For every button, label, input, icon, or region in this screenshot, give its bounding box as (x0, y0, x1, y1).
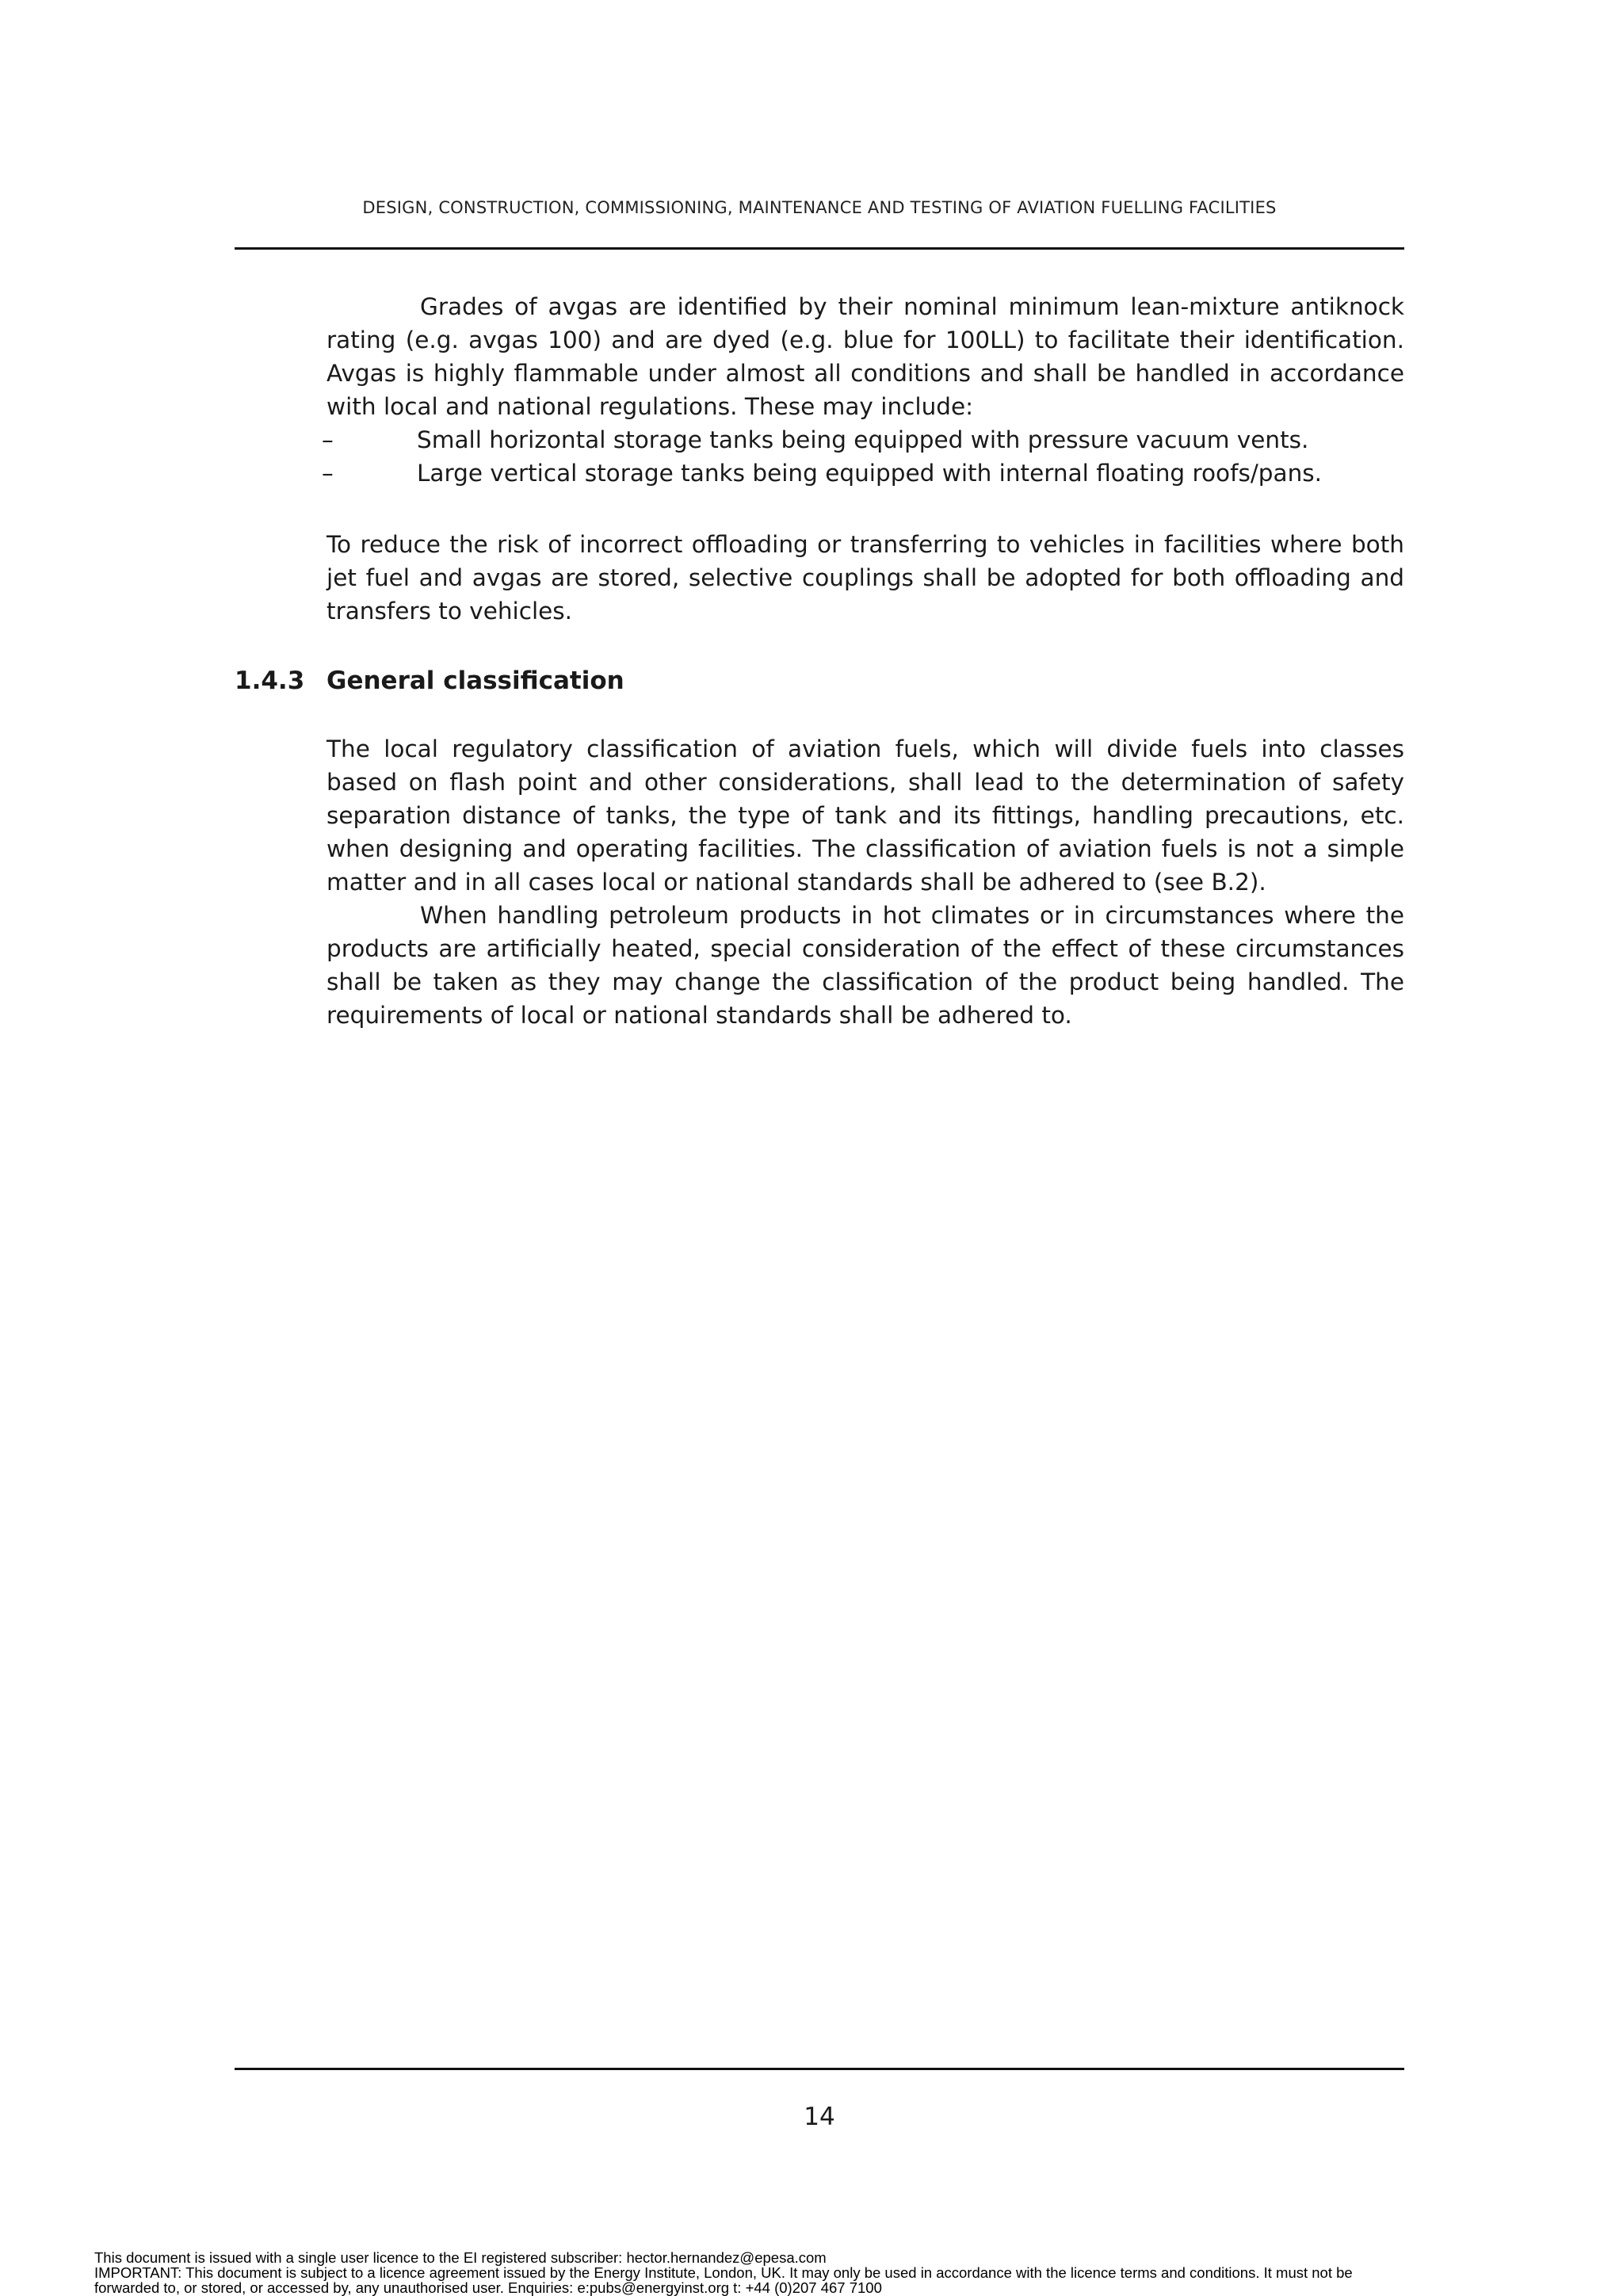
page-number: 14 (804, 2103, 835, 2131)
list-item (322, 423, 1404, 457)
list-item-text: Large vertical storage tanks being equipped with internal floating roofs/pans. (417, 460, 1323, 487)
selective-couplings-block (327, 528, 1404, 628)
section-title: General classification (327, 667, 624, 695)
avgas-intro-block (322, 290, 1404, 490)
list-item-text: Small horizontal storage tanks being equipped with pressure vacuum vents. (417, 426, 1309, 453)
running-header: DESIGN, CONSTRUCTION, COMMISSIONING, MAINTENANCE AND TESTING OF AVIATION FUELLING FACILITIES (362, 198, 1277, 217)
dash-marker: – (322, 460, 334, 487)
licence-notice (94, 2250, 1600, 2295)
classification-block (327, 732, 1404, 1032)
section-heading (235, 664, 624, 697)
list-item (322, 457, 1404, 490)
footer-rule (235, 2068, 1404, 2070)
selective-couplings-paragraph: To reduce the risk of incorrect offloading or transferring to vehicles in facilities where both jet fuel and avgas are stored, selective couplings shall be adopted for both offloading and transfers to vehicles. (327, 531, 1404, 625)
classification-paragraph: The local regulatory classification of aviation fuels, which will divide fuels into classes based on flash point and other considerations, shall lead to the determination of safety separation distance of tanks, the type of tank and its fittings, handling precautions, etc. when designing and operating facilities. The classification of aviation fuels is not a simple matter and in all cases local or national standards shall be adhered to (see B.2). (327, 735, 1404, 896)
licence-line-3: forwarded to, or stored, or accessed by, any unauthorised user. Enquiries: e:pubs@energyinst.org t: +44 (0)207 467 7100 (94, 2279, 882, 2296)
header-rule (235, 247, 1404, 250)
licence-line-1: This document is issued with a single user licence to the EI registered subscriber: hector.hernandez@epesa.com (94, 2249, 827, 2266)
hot-climates-paragraph: When handling petroleum products in hot climates or in circumstances where the products are artificially heated, special consideration of the effect of these circumstances shall be taken as they may change the classification of the product being handled. The requirements of local or national standards shall be adhered to. (327, 902, 1404, 1029)
avgas-grades-paragraph: Grades of avgas are identified by their nominal minimum lean-mixture antiknock rating (e.g. avgas 100) and are dyed (e.g. blue for 100LL) to facilitate their identification. Avgas is highly flammable under almost all conditions and shall be handled in accordance with local and national regulations. These may include: (327, 293, 1404, 420)
storage-requirements-list (322, 423, 1404, 490)
licence-line-2: IMPORTANT: This document is subject to a licence agreement issued by the Energy Institute, London, UK. It may only be used in accordance with the licence terms and conditions. It must not be (94, 2264, 1353, 2281)
dash-marker: – (322, 426, 334, 453)
section-number: 1.4.3 (235, 667, 305, 695)
